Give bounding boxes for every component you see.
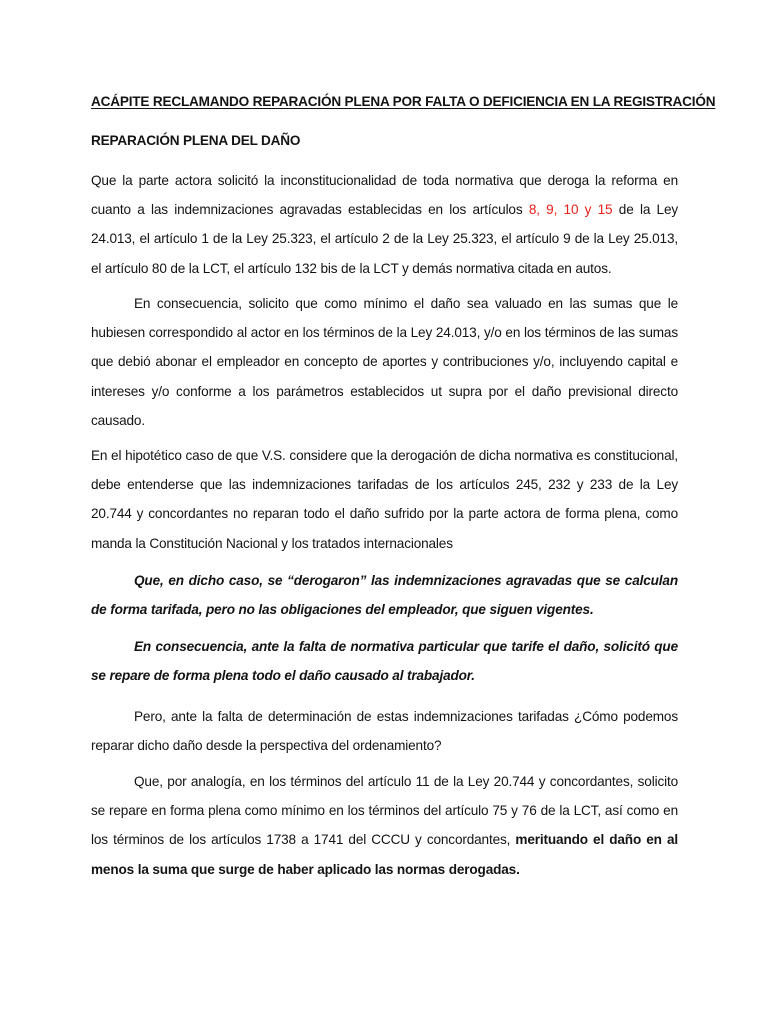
paragraph-5-emphasis: En consecuencia, ante la falta de normativa particular que tarife el daño, solicitó que se repare de forma plena todo el daño causado al trabajador. — [91, 639, 678, 684]
paragraph-2: En consecuencia, solicito que como mínimo el daño sea valuado en las sumas que le hubiesen correspondido al actor en los términos de la Ley 24.013, y/o en los términos de las sumas que debió abonar el empleador en concepto de aportes y contribuciones y/o, incluyendo capital e intereses y/o conforme a los parámetros establecidos ut supra por el daño previsional directo causado. — [91, 296, 678, 428]
paragraph-3: En el hipotético caso de que V.S. considere que la derogación de dicha normativa es constitucional, debe entenderse que las indemnizaciones tarifadas de los artículos 245, 232 y 233 de la Ley 20.744 y concordantes no reparan todo el daño sufrido por la parte actora de forma plena, como manda la Constitución Nacional y los tratados internacionales — [91, 448, 678, 551]
section-subheading: REPARACIÓN PLENA DEL DAÑO — [91, 133, 301, 148]
paragraph-1-text-b: de la Ley 24.013, el artículo 1 de la Ley 25.323, el artículo 2 de la Ley 25.323, el artículo 9 de la Ley 25.013, el artículo 80 de la LCT, el artículo 132 bis de la LCT y demás normativa citada en autos. — [91, 202, 679, 276]
paragraph-7-text: Que, por analogía, en los términos del artículo 11 de la Ley 20.744 y concordantes, solicito se repare en forma plena como mínimo en los términos del artículo 75 y 76 de la LCT, así como en los términos de los artículos 1738 a 1741 del CCCU y concordantes, — [91, 774, 678, 848]
paragraph-1 — [91, 166, 678, 283]
paragraph-7 — [91, 767, 678, 884]
paragraph-1-text-a: Que la parte actora solicitó la inconstitucionalidad de toda normativa que deroga la reforma en cuanto a las indemnizaciones agravadas establecidas en los artículos — [91, 173, 678, 218]
paragraph-7-bold-conclusion: merituando el daño en al menos la suma que surge de haber aplicado las normas derogadas. — [91, 832, 678, 877]
paragraph-4-emphasis: Que, en dicho caso, se “derogaron” las indemnizaciones agravadas que se calculan de forma tarifada, pero no las obligaciones del empleador, que siguen vigentes. — [91, 573, 678, 618]
paragraph-6: Pero, ante la falta de determinación de estas indemnizaciones tarifadas ¿Cómo podemos reparar dicho daño desde la perspectiva del ordenamiento? — [91, 709, 678, 754]
highlighted-articles: 8, 9, 10 y 15 — [528, 202, 613, 218]
document-heading: ACÁPITE RECLAMANDO REPARACIÓN PLENA POR FALTA O DEFICIENCIA EN LA REGISTRACIÓN — [91, 94, 716, 109]
